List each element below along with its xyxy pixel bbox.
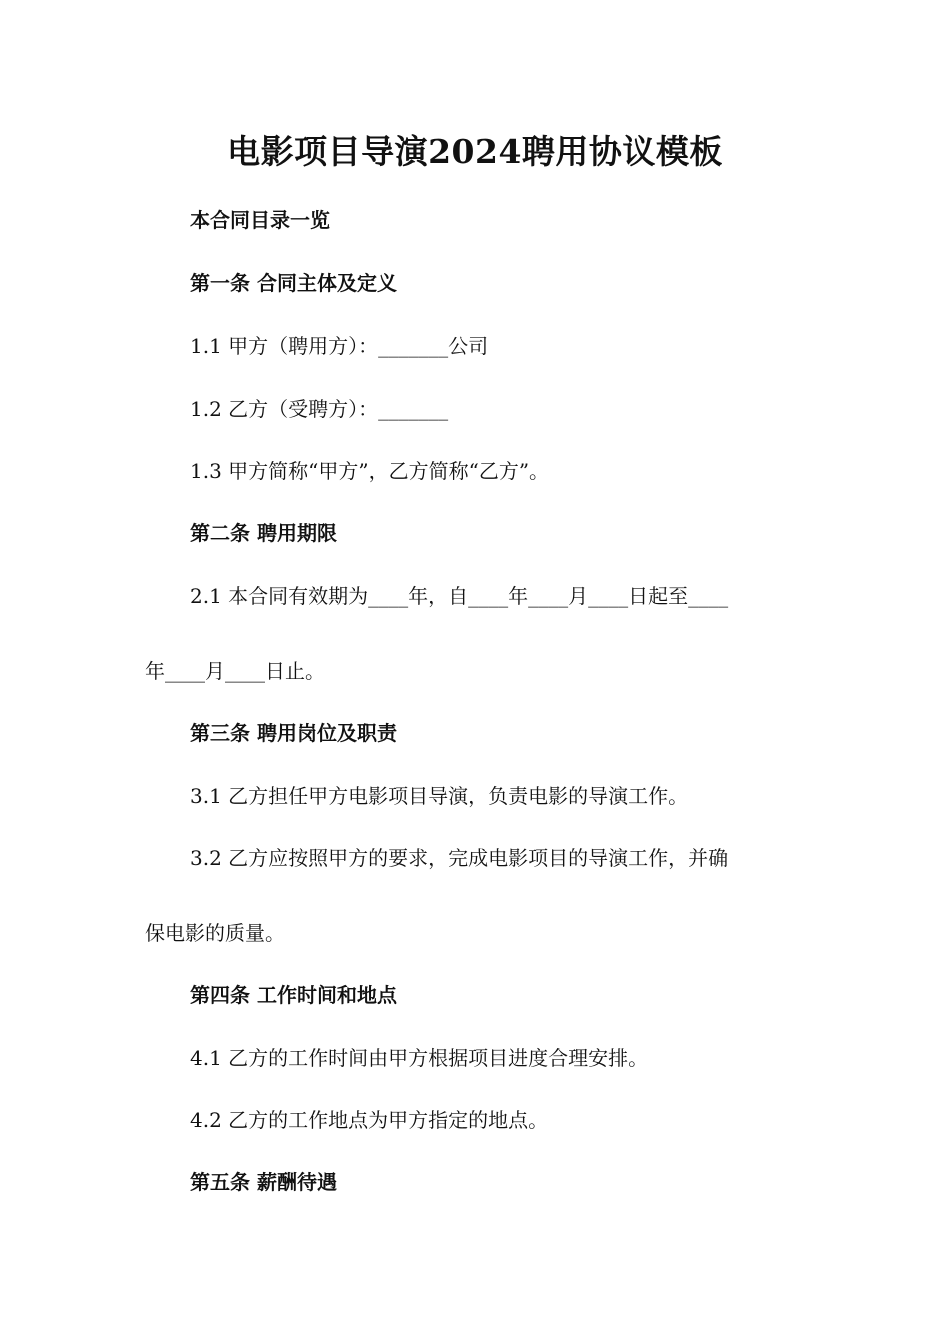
article-3-heading: 第三条 聘用岗位及职责 (190, 721, 397, 745)
clause-3-2-line2: 保电影的质量。 (145, 921, 285, 945)
clause-1-3: 1.3 甲方简称“甲方”，乙方简称“乙方”。 (190, 459, 550, 483)
clause-4-2: 4.2 乙方的工作地点为甲方指定的地点。 (190, 1108, 549, 1132)
clause-3-1: 3.1 乙方担任甲方电影项目导演，负责电影的导演工作。 (190, 784, 689, 808)
toc-heading: 本合同目录一览 (190, 208, 330, 232)
clause-1-2: 1.2 乙方（受聘方）：_______ (190, 397, 449, 421)
clause-2-1-line1: 2.1 本合同有效期为____年，自____年____月____日起至____ (190, 584, 729, 608)
article-4-heading: 第四条 工作时间和地点 (190, 983, 397, 1007)
clause-1-1: 1.1 甲方（聘用方）：_______公司 (190, 334, 489, 358)
clause-2-1-line2: 年____月____日止。 (145, 659, 325, 683)
clause-3-2-line1: 3.2 乙方应按照甲方的要求，完成电影项目的导演工作，并确 (190, 846, 729, 870)
article-5-heading: 第五条 薪酬待遇 (190, 1170, 337, 1194)
article-1-heading: 第一条 合同主体及定义 (190, 271, 397, 295)
clause-4-1: 4.1 乙方的工作时间由甲方根据项目进度合理安排。 (190, 1046, 649, 1070)
document-title: 电影项目导演2024聘用协议模板 (227, 132, 723, 171)
article-2-heading: 第二条 聘用期限 (190, 521, 337, 545)
